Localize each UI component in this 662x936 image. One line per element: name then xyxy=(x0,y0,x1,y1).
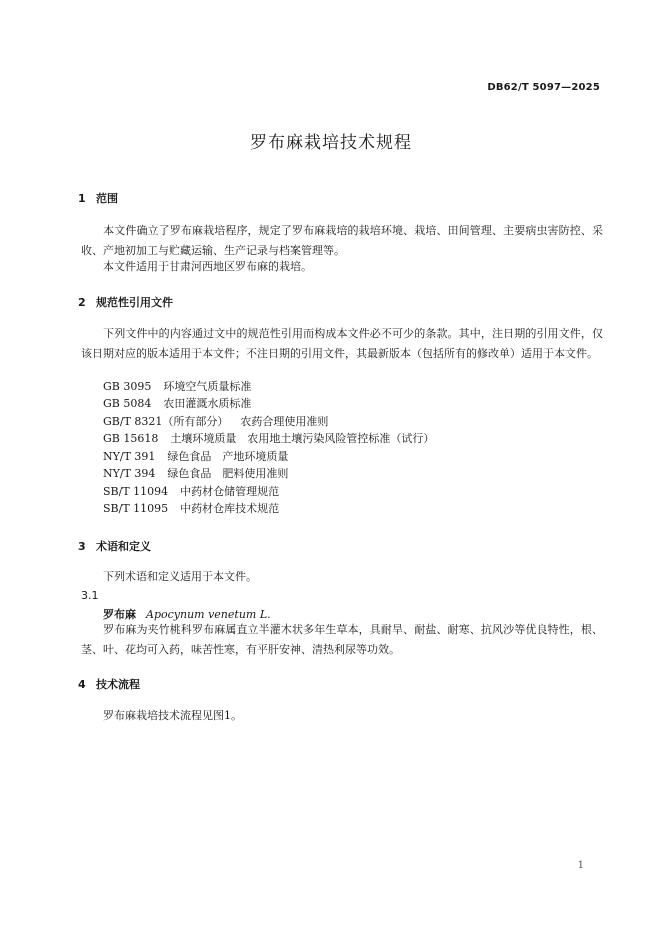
term-definition xyxy=(81,620,603,660)
document-title: 罗布麻栽培技术规程 xyxy=(250,133,412,153)
paragraph-text: 本文件确立了罗布麻栽培程序，规定了罗布麻栽培的栽培环境、栽培、田间管理、主要病虫害防控、采收、产地初加工与贮藏运输、生产记录与档案管理等。 xyxy=(81,224,603,257)
reference-item xyxy=(103,464,288,484)
section-2-heading xyxy=(78,294,173,310)
reference-code: NY/T 394 xyxy=(103,467,156,480)
reference-item xyxy=(103,394,251,414)
section-3-intro xyxy=(81,567,603,587)
section-title: 规范性引用文件 xyxy=(96,296,173,309)
paragraph-text: 罗布麻栽培技术流程见图1。 xyxy=(103,709,242,722)
section-title: 术语和定义 xyxy=(96,540,151,553)
reference-code: GB 15618 xyxy=(103,432,159,445)
reference-title: 农药合理使用准则 xyxy=(240,415,329,428)
reference-code: GB 3095 xyxy=(103,380,152,393)
paragraph-text: 本文件适用于甘肃河西地区罗布麻的栽培。 xyxy=(103,260,312,273)
term-name: 罗布麻 xyxy=(103,608,136,621)
reference-item xyxy=(103,499,279,519)
section-number: 2 xyxy=(78,296,86,309)
reference-title: 土壤环境质量 农用地土壤污染风险管控标准（试行） xyxy=(170,432,435,445)
section-3-heading xyxy=(78,538,151,554)
section-4-heading xyxy=(78,676,140,692)
section-number: 4 xyxy=(78,678,86,691)
reference-title: 绿色食品 产地环境质量 xyxy=(167,450,289,463)
page-number: 1 xyxy=(577,860,584,871)
subsection-number: 3.1 xyxy=(81,589,99,602)
section-2-intro xyxy=(81,324,603,364)
section-1-paragraph-1 xyxy=(81,221,603,261)
paragraph-text: 下列术语和定义适用于本文件。 xyxy=(103,570,257,583)
section-title: 技术流程 xyxy=(96,678,140,691)
section-4-paragraph xyxy=(81,706,603,726)
reference-item xyxy=(103,429,434,449)
reference-code: SB/T 11094 xyxy=(103,485,169,498)
section-number: 1 xyxy=(78,192,86,205)
reference-code: GB/T 8321（所有部分） xyxy=(103,415,229,428)
term-latin-name: Apocynum venetum L. xyxy=(146,608,271,621)
section-1-paragraph-2 xyxy=(81,257,603,277)
section-title: 范围 xyxy=(96,192,118,205)
reference-code: GB 5084 xyxy=(103,397,152,410)
reference-code: SB/T 11095 xyxy=(103,502,169,515)
section-1-heading xyxy=(78,190,118,206)
section-number: 3 xyxy=(78,540,86,553)
paragraph-text: 罗布麻为夹竹桃科罗布麻属直立半灌木状多年生草本，具耐旱、耐盐、耐寒、抗风沙等优良特性，根、茎、叶、花均可入药，味苦性寒，有平肝安神、清热利尿等功效。 xyxy=(81,623,603,656)
reference-title: 环境空气质量标准 xyxy=(163,380,252,393)
paragraph-text: 下列文件中的内容通过文中的规范性引用而构成本文件必不可少的条款。其中，注日期的引用文件，仅该日期对应的版本适用于本文件；不注日期的引用文件，其最新版本（包括所有的修改单）适用于本文件。 xyxy=(81,327,603,360)
reference-title: 农田灌溉水质标准 xyxy=(163,397,252,410)
reference-title: 中药材仓储管理规范 xyxy=(180,485,280,498)
reference-code: NY/T 391 xyxy=(103,450,156,463)
reference-title: 绿色食品 肥料使用准则 xyxy=(167,467,289,480)
reference-title: 中药材仓库技术规范 xyxy=(180,502,280,515)
document-code: DB62/T 5097—2025 xyxy=(487,82,600,93)
